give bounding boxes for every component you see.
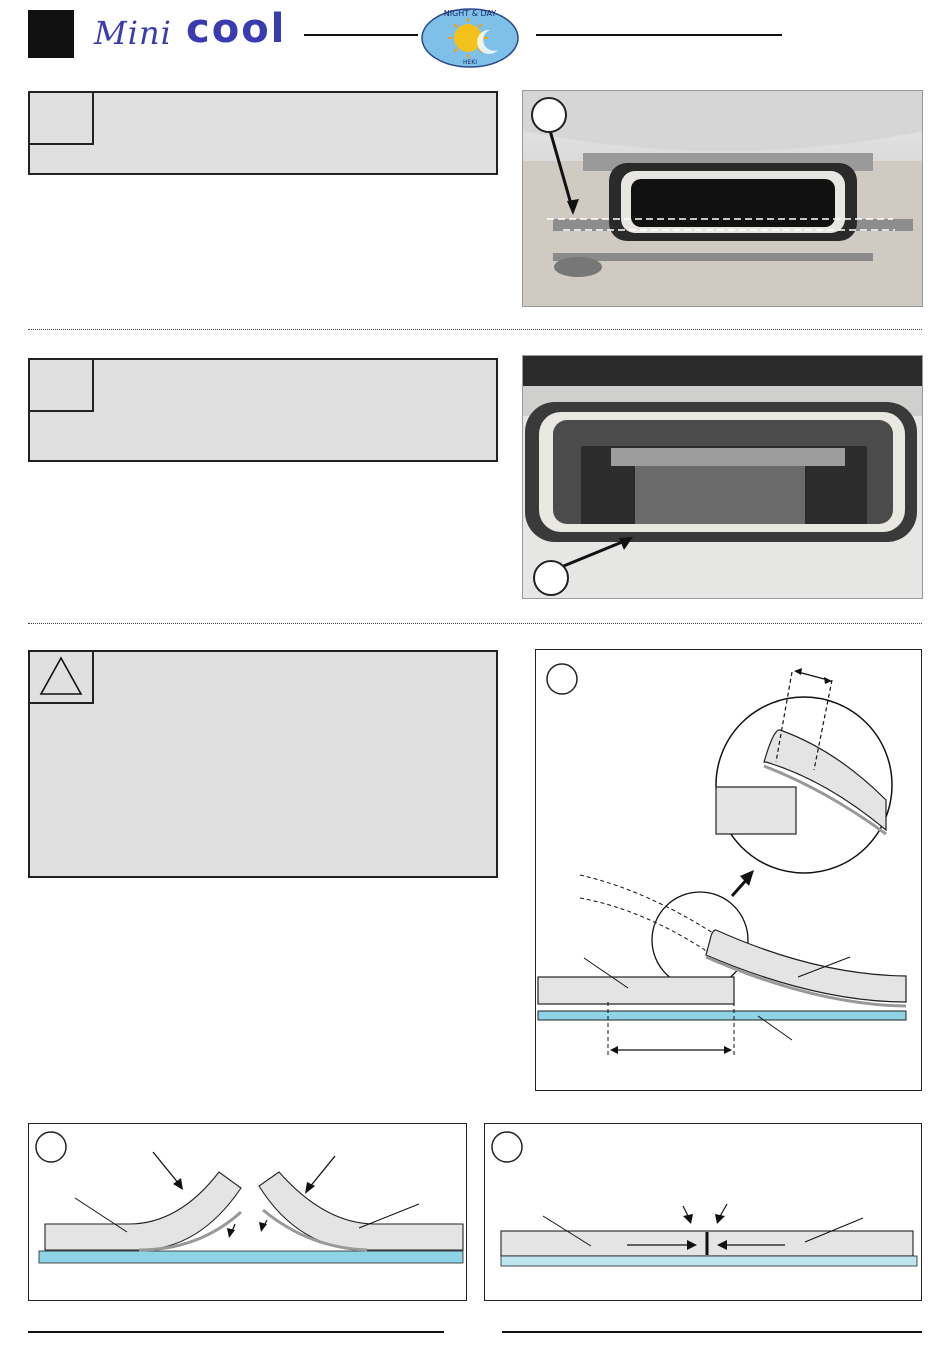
photo-2-callout	[534, 561, 568, 595]
seal-text-bottom: HEKI	[462, 59, 478, 66]
diagram-seal-offset	[535, 649, 922, 1091]
diagram-seal-ends-joined	[484, 1123, 922, 1301]
photo-roof-frame	[522, 90, 923, 307]
diagram-a-callout	[547, 664, 577, 694]
brand-logo-mini: Mini	[94, 14, 172, 52]
footer-rule-right	[502, 1331, 922, 1333]
warning-icon-box	[28, 650, 94, 704]
brand-logo-cool: cool	[186, 6, 287, 52]
section-divider-1	[28, 329, 922, 330]
photo-1-callout	[532, 98, 566, 132]
diagram-seal-ends-raised	[28, 1123, 467, 1301]
seal-text-top: NIGHT & DAY	[443, 9, 497, 18]
diagram-b-callout	[36, 1132, 66, 1162]
step-2-box	[28, 358, 498, 462]
section-divider-2	[28, 623, 922, 624]
header-rule-right	[536, 34, 782, 36]
photo-roof-seal	[522, 355, 923, 599]
page-marker	[28, 10, 74, 58]
step-1-box	[28, 91, 498, 175]
warning-box	[28, 650, 498, 878]
footer-rule-left	[28, 1331, 444, 1333]
step-1-number	[28, 91, 94, 145]
step-2-number	[28, 358, 94, 412]
warning-triangle-icon	[30, 652, 92, 702]
diagram-c-callout	[492, 1132, 522, 1162]
seal-logo-icon	[420, 4, 520, 68]
header-rule-left	[304, 34, 418, 36]
